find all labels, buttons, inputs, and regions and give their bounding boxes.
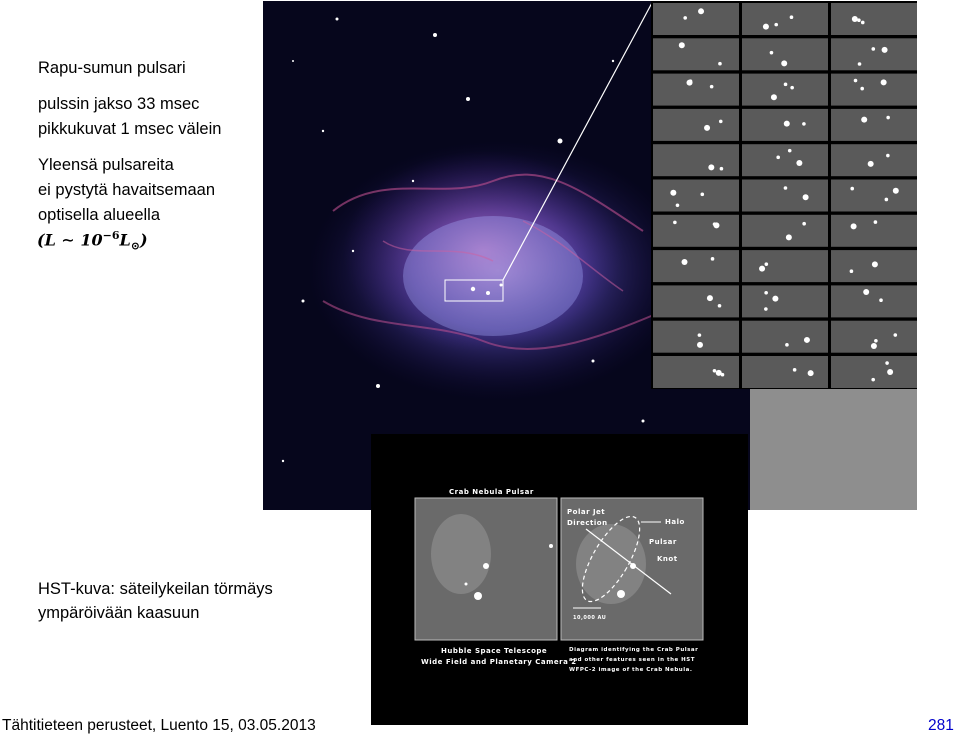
- frame-star: [871, 343, 877, 349]
- frame-star: [851, 223, 857, 229]
- frame-star: [704, 125, 710, 131]
- slide-title: Rapu-sumun pulsari: [38, 59, 186, 77]
- label-knot: Knot: [657, 555, 678, 563]
- frame-cell: [742, 74, 828, 106]
- hst-caption-line-2: ympäröivään kaasuun: [38, 604, 200, 622]
- frame-star: [770, 51, 774, 55]
- formula-exponent: −6: [102, 229, 120, 242]
- frame-cell: [831, 356, 917, 388]
- credit-line-1: Hubble Space Telescope: [441, 647, 548, 655]
- scale-label: 10,000 AU: [573, 615, 607, 621]
- frame-star: [886, 116, 890, 120]
- frame-star: [793, 368, 797, 372]
- frame-star: [764, 307, 768, 311]
- frame-cell: [742, 285, 828, 317]
- frame-star: [893, 188, 899, 194]
- frame-star: [784, 83, 788, 87]
- label-direction: Direction: [567, 519, 608, 527]
- frame-star: [683, 16, 687, 20]
- pulsar-frame-grid-graphic: [651, 1, 917, 389]
- frame-star: [790, 15, 794, 19]
- pulsar-frame-grid: [651, 1, 917, 389]
- label-pulsar: Pulsar: [649, 538, 677, 546]
- frame-cell: [742, 321, 828, 353]
- frame-star: [861, 117, 867, 123]
- frame-star: [871, 378, 875, 382]
- frame-cell: [653, 250, 739, 282]
- note-line-2: ei pystytä havaitsemaan: [38, 181, 216, 199]
- frame-star: [860, 87, 864, 91]
- hst-image-graphic: [371, 434, 748, 725]
- frame-star: [719, 120, 723, 124]
- hst-image: [371, 434, 748, 725]
- frame-cell: [742, 356, 828, 388]
- frame-star: [804, 337, 810, 343]
- frame-star: [863, 289, 869, 295]
- frame-cell: [742, 180, 828, 212]
- diagram-line-2: and other features seen in the HST: [569, 657, 695, 663]
- formula-sim: ∼: [61, 230, 75, 250]
- formula-sun-symbol: ⊙: [130, 239, 140, 253]
- frame-star: [882, 47, 888, 53]
- frame-cell: [831, 109, 917, 141]
- frame-cell: [653, 285, 739, 317]
- frame-star: [802, 222, 806, 226]
- frame-star: [802, 122, 806, 126]
- frame-star: [861, 21, 865, 25]
- frame-star: [881, 79, 887, 85]
- frame-star: [772, 296, 778, 302]
- frame-star: [776, 156, 780, 160]
- frame-star: [676, 204, 680, 208]
- frame-star: [858, 62, 862, 66]
- diagram-line-1: Diagram identifying the Crab Pulsar: [569, 647, 699, 653]
- diagram-line-3: WFPC-2 image of the Crab Nebula.: [569, 667, 693, 673]
- frame-star: [771, 94, 777, 100]
- frame-star: [886, 154, 890, 158]
- frame-star: [718, 304, 722, 308]
- luminosity-formula: [37, 229, 148, 253]
- frame-star: [803, 194, 809, 200]
- frame-cell: [653, 74, 739, 106]
- frame-cell: [831, 74, 917, 106]
- frame-star: [784, 121, 790, 127]
- frame-star: [710, 85, 714, 89]
- frame-star: [673, 221, 677, 225]
- frame-star: [857, 18, 861, 22]
- frame-star: [670, 190, 676, 196]
- frame-cell: [653, 215, 739, 247]
- frame-star: [689, 79, 693, 83]
- period-line-2: pikkukuvat 1 msec välein: [38, 120, 222, 138]
- frame-star: [718, 62, 722, 66]
- frame-star: [788, 149, 792, 153]
- frame-cell: [742, 215, 828, 247]
- frame-star: [885, 361, 889, 365]
- frame-star: [786, 234, 792, 240]
- frame-cell: [742, 250, 828, 282]
- frame-star: [874, 220, 878, 224]
- frame-star: [713, 369, 717, 373]
- frame-star: [871, 47, 875, 51]
- frame-star: [879, 298, 883, 302]
- frame-cell: [653, 38, 739, 70]
- formula-close: ): [140, 230, 148, 250]
- frame-star: [697, 342, 703, 348]
- formula-base: 10: [80, 230, 103, 250]
- frame-cell: [653, 180, 739, 212]
- frame-star: [698, 333, 702, 337]
- frame-star: [887, 369, 893, 375]
- frame-star: [854, 79, 858, 83]
- period-line-1: pulssin jakso 33 msec: [38, 95, 200, 113]
- frame-star: [893, 333, 897, 337]
- frame-star: [713, 222, 717, 226]
- frame-star: [708, 164, 714, 170]
- frame-cell: [653, 109, 739, 141]
- frame-star: [808, 370, 814, 376]
- frame-star: [700, 193, 704, 197]
- frame-star: [850, 187, 854, 191]
- frame-cell: [831, 180, 917, 212]
- frame-star: [721, 373, 725, 377]
- frame-cell: [653, 321, 739, 353]
- frame-star: [872, 261, 878, 267]
- frame-cell: [831, 215, 917, 247]
- frame-star: [679, 42, 685, 48]
- frame-star: [850, 269, 854, 273]
- frame-star: [796, 160, 802, 166]
- frame-star: [784, 186, 788, 190]
- frame-star: [720, 167, 724, 171]
- label-polar-jet: Polar Jet: [567, 508, 606, 516]
- credit-line-2: Wide Field and Planetary Camera 2: [421, 658, 577, 666]
- frame-star: [763, 24, 769, 30]
- footer-course: Tähtitieteen perusteet, Luento 15, 03.05.2013: [2, 717, 316, 734]
- frame-cell: [653, 3, 739, 35]
- formula-l-sun: L: [119, 230, 131, 250]
- frame-star: [885, 198, 889, 202]
- frame-star: [759, 266, 765, 272]
- frame-cell: [742, 3, 828, 35]
- frame-star: [764, 291, 768, 295]
- frame-star: [774, 23, 778, 27]
- frame-star: [874, 339, 878, 343]
- frame-cell: [653, 356, 739, 388]
- frame-star: [682, 259, 688, 265]
- frame-cell: [653, 144, 739, 176]
- hst-title: Crab Nebula Pulsar: [449, 488, 534, 496]
- frame-star: [852, 16, 858, 22]
- formula-open: (: [37, 230, 45, 250]
- note-line-1: Yleensä pulsareita: [38, 156, 174, 174]
- grey-filler-block: [750, 389, 917, 510]
- frame-star: [698, 8, 704, 14]
- frame-cell: [831, 144, 917, 176]
- formula-l: L: [44, 230, 56, 250]
- label-halo: Halo: [665, 518, 685, 526]
- hst-caption-line-1: HST-kuva: säteilykeilan törmäys: [38, 580, 273, 598]
- frame-cell: [742, 144, 828, 176]
- frame-cell: [831, 285, 917, 317]
- frame-star: [790, 86, 794, 90]
- frame-cell: [831, 38, 917, 70]
- frame-star: [707, 295, 713, 301]
- frame-star: [765, 262, 769, 266]
- frame-star: [711, 257, 715, 261]
- page-number: 281: [928, 717, 954, 734]
- note-line-3: optisella alueella: [38, 206, 161, 224]
- frame-star: [781, 60, 787, 66]
- frame-star: [868, 161, 874, 167]
- frame-cell: [831, 3, 917, 35]
- frame-star: [785, 343, 789, 347]
